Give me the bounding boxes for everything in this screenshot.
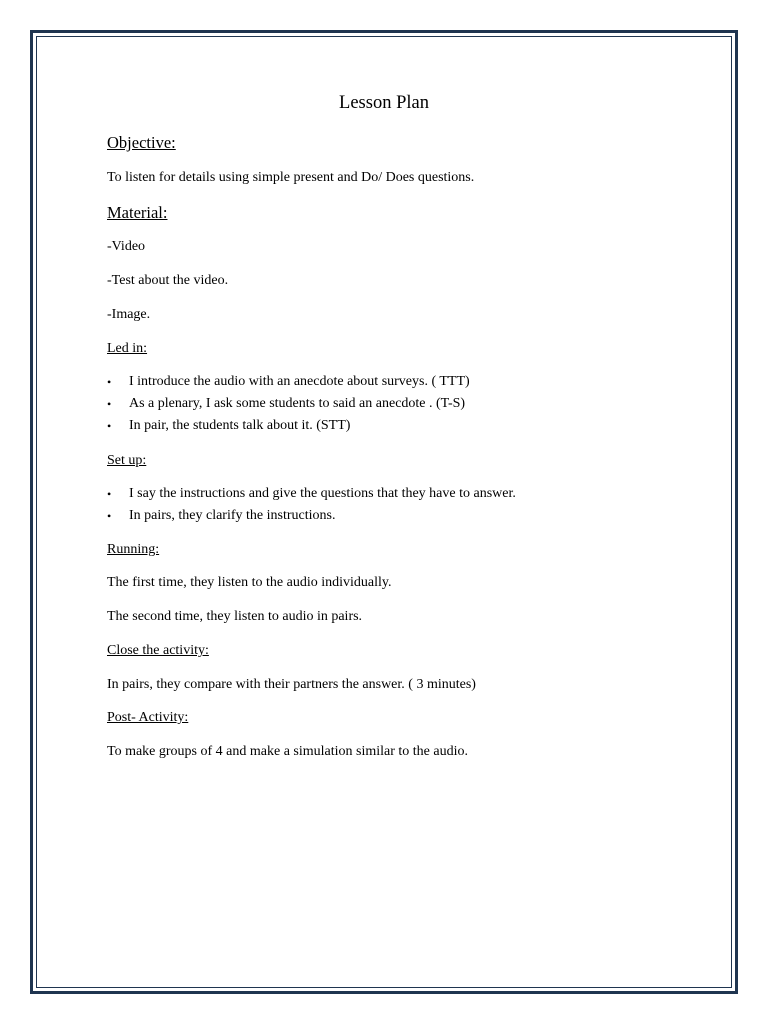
close-activity-text: In pairs, they compare with their partners the answer. ( 3 minutes): [107, 677, 476, 692]
material-item-video: -Video: [107, 239, 146, 254]
objective-text: To listen for details using simple present and Do/ Does questions.: [107, 170, 475, 185]
bullet-icon: •: [107, 419, 112, 433]
list-item: • In pairs, they clarify the instructions.: [107, 505, 516, 527]
close-activity-heading: Close the activity:: [107, 643, 209, 658]
list-item: • I introduce the audio with an anecdote about surveys. ( TTT): [107, 371, 470, 393]
set-up-list: [107, 483, 516, 527]
objective-heading: Objective:: [107, 133, 176, 152]
running-text-first: The first time, they listen to the audio individually.: [107, 575, 392, 590]
page-title: Lesson Plan: [339, 93, 429, 113]
post-activity-text: To make groups of 4 and make a simulation similar to the audio.: [107, 744, 468, 759]
running-text-second: The second time, they listen to audio in pairs.: [107, 609, 363, 624]
material-item-test: -Test about the video.: [107, 273, 229, 288]
led-in-list: [107, 371, 470, 437]
bullet-icon: •: [107, 375, 112, 389]
set-up-heading: Set up:: [107, 453, 147, 468]
material-heading: Material:: [107, 203, 168, 222]
running-heading: Running:: [107, 542, 160, 557]
list-item: • In pair, the students talk about it. (STT): [107, 415, 470, 437]
bullet-icon: •: [107, 397, 112, 411]
bullet-icon: •: [107, 487, 112, 501]
led-in-heading: Led in:: [107, 341, 148, 356]
list-item: • I say the instructions and give the questions that they have to answer.: [107, 483, 516, 505]
bullet-icon: •: [107, 509, 112, 523]
list-item: • As a plenary, I ask some students to said an anecdote . (T-S): [107, 393, 470, 415]
material-item-image: -Image.: [107, 307, 151, 322]
post-activity-heading: Post- Activity:: [107, 710, 189, 725]
